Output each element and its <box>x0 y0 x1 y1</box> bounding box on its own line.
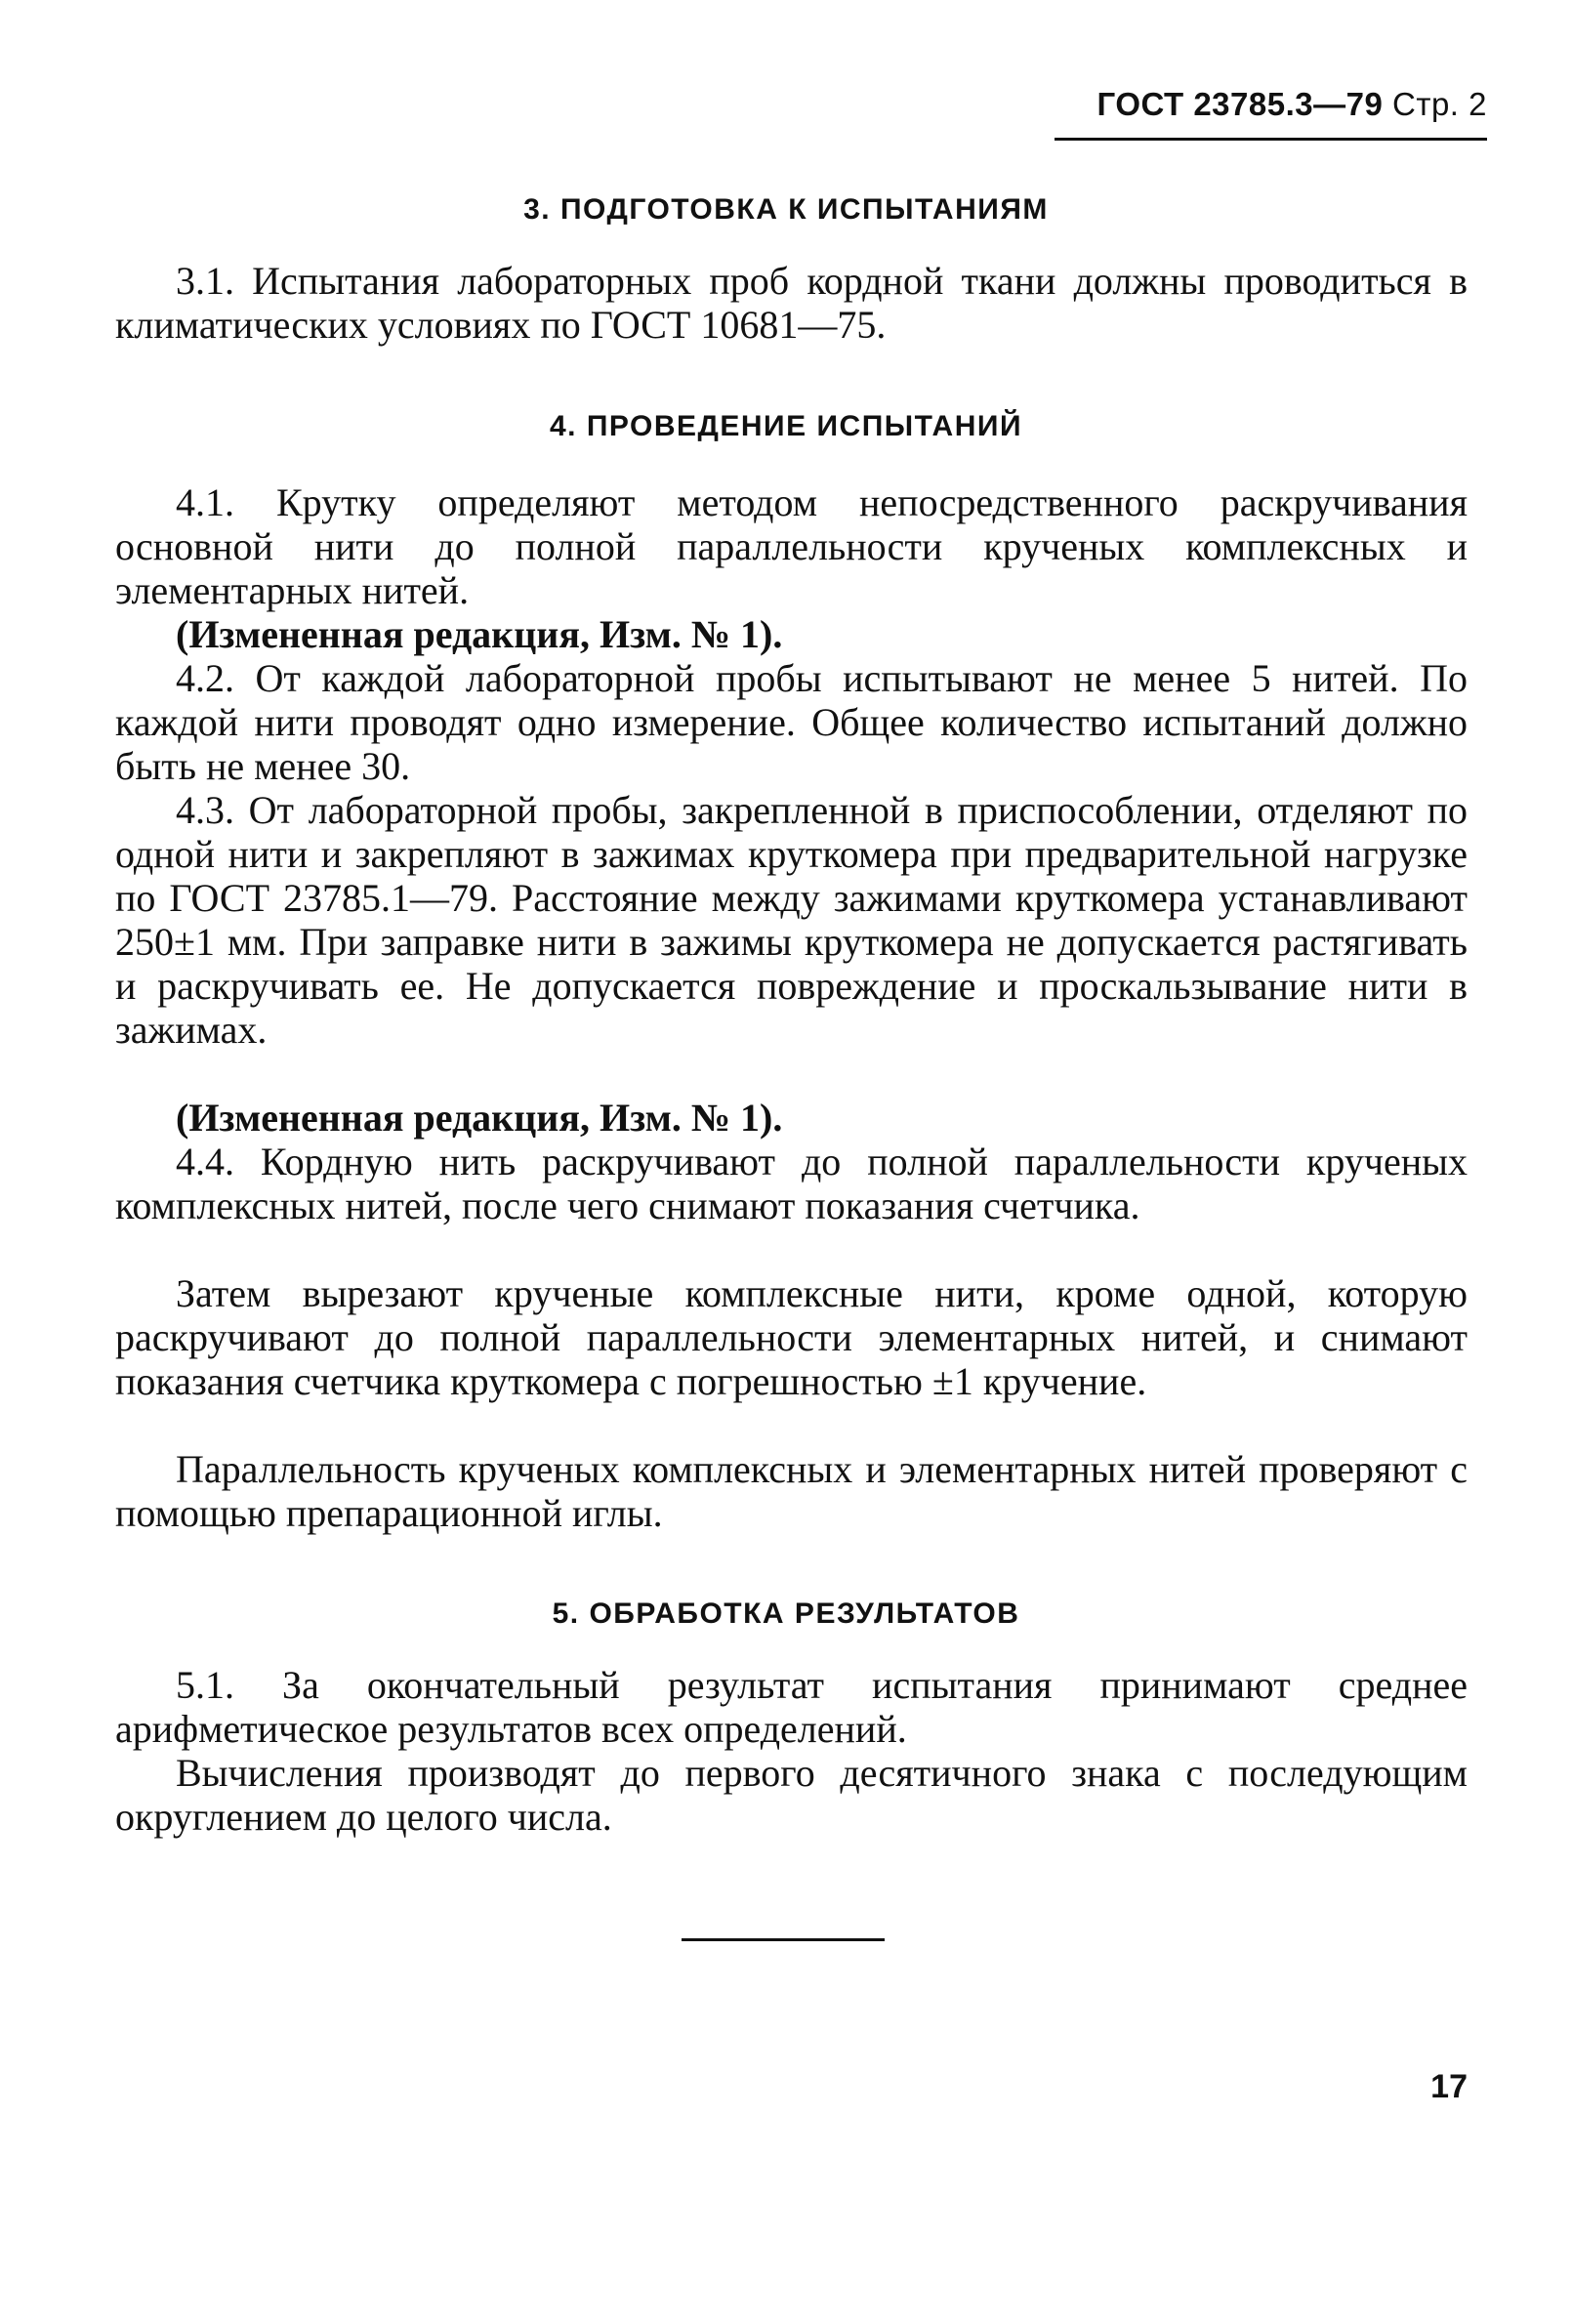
header-doc-code: ГОСТ 23785.3—79 <box>1096 86 1384 122</box>
section-5-title: 5. ОБРАБОТКА РЕЗУЛЬТАТОВ <box>552 1598 1020 1630</box>
paragraph-4-4-cont: Затем вырезают крученые комплексные нити, кроме одной, которую раскручивают до полной параллельности элементарных нитей, и снимают показания счетчика круткомера с погрешностью ±1 кручение. <box>115 1271 1468 1403</box>
paragraph-5-1-rounding: Вычисления производят до первого десятичного знака с последующим округлением до целого числа. <box>115 1751 1468 1839</box>
paragraph-3-1: 3.1. Испытания лабораторных проб кордной ткани должны проводиться в климатических условиях по ГОСТ 10681—75. <box>115 259 1468 347</box>
amendment-note-2: (Измененная редакция, Изм. № 1). <box>176 1096 783 1140</box>
section-3-title: 3. ПОДГОТОВКА К ИСПЫТАНИЯМ <box>523 193 1049 226</box>
paragraph-4-2: 4.2. От каждой лабораторной пробы испытывают не менее 5 нитей. По каждой нити проводят одно измерение. Общее количество испытаний должно быть не менее 30. <box>115 656 1468 788</box>
paragraph-4-4: 4.4. Кордную нить раскручивают до полной параллельности крученых комплексных нитей, после чего снимают показания счетчика. <box>115 1140 1468 1227</box>
end-rule <box>682 1938 885 1941</box>
paragraph-4-1: 4.1. Крутку определяют методом непосредственного раскручивания основной нити до полной параллельности крученых комплексных и элементарных нитей. <box>115 480 1468 612</box>
header-page-label: Стр. 2 <box>1392 86 1487 122</box>
paragraph-5-1: 5.1. За окончательный результат испытания принимают среднее арифметическое результатов всех определений. <box>115 1663 1468 1751</box>
paragraph-4-4-needle: Параллельность крученых комплексных и элементарных нитей проверяют с помощью препарационной иглы. <box>115 1447 1468 1535</box>
section-4-title: 4. ПРОВЕДЕНИЕ ИСПЫТАНИЙ <box>549 410 1023 442</box>
header-rule <box>1055 138 1487 141</box>
amendment-note-1: (Измененная редакция, Изм. № 1). <box>176 612 783 656</box>
page-number: 17 <box>1430 2068 1468 2105</box>
paragraph-4-3: 4.3. От лабораторной пробы, закрепленной в приспособлении, отделяют по одной нити и закрепляют в зажимах круткомера при предварительной нагрузке по ГОСТ 23785.1—79. Расстояние между зажимами круткомера устанавливают 250±1 мм. При заправке нити в зажимы круткомера не допускается растягивать и раскручивать ее. Не допускается повреждение и проскальзывание нити в зажимах. <box>115 788 1468 1052</box>
running-header <box>1055 86 1487 123</box>
